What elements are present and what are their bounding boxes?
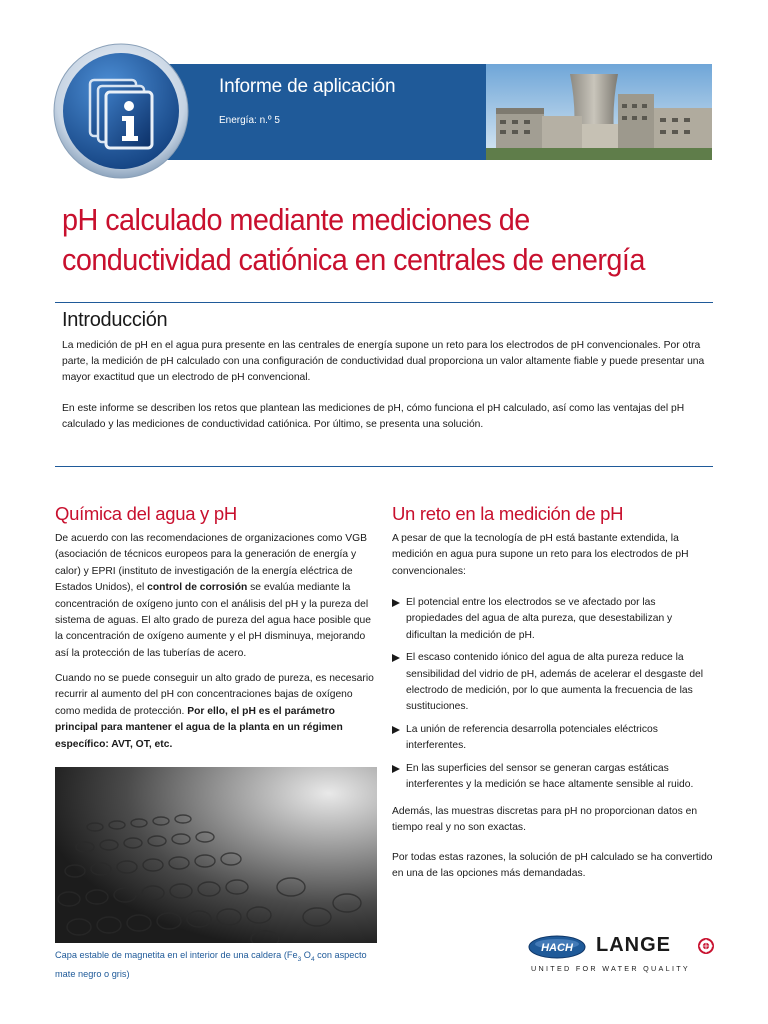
hach-logo [528,935,586,959]
caption-text-b: con aspecto mate negro o gris) [55,950,367,979]
hach-logo-text: HACH [541,942,573,954]
page-title-line-1: pH calculado mediante mediciones de [62,202,530,237]
left-p1-text-b: se evalúa mediante la concentración de oxígeno junto con el análisis del pH y la pureza del sistema de aguas. El alto grado de pureza del agua hace posible que la concentración de oxígeno aumente y el pH disminuya, mejorando así la protección de las tuberías de acero. [55,582,371,659]
right-column-paragraph-after-1: Además, las muestras discretas para pH no proporcionan datos en tiempo real y no son exactas. [392,806,698,834]
right-column-intro: A pesar de que la tecnología de pH está bastante extendida, la medición en agua pura supone un reto para los electrodos de pH convencionales: [392,533,689,577]
triangle-bullet-icon [392,765,400,773]
list-item [392,761,714,794]
header-subtitle: Energía: n.º 5 [219,115,280,126]
right-column-paragraph-after-2: Por todas estas razones, la solución de pH calculado se ha convertido en una de las opciones más demandadas. [392,852,713,880]
lange-target-icon [698,938,714,954]
triangle-bullet-icon [392,599,400,607]
list-item [392,722,714,755]
photo-caption [55,948,377,981]
left-p1-bold: control de corrosión [147,582,248,594]
power-plant-photo [486,64,712,160]
divider-top [55,302,713,303]
left-column-heading: Química del agua y pH [55,503,237,524]
triangle-bullet-icon [392,654,400,662]
list-item-text: La unión de referencia desarrolla potenciales eléctricos interferentes. [406,723,658,752]
left-column-paragraph-2 [55,671,375,753]
right-column-heading: Un reto en la medición de pH [392,503,624,524]
intro-heading: Introducción [62,309,168,331]
page-title [62,200,676,280]
left-p2-bold: Por ello, el pH es el parámetro principal para mantener el agua de la planta en un régimen específico: AVT, OT, etc. [55,705,343,750]
intro-paragraph-2: En este informe se describen los retos que plantean las mediciones de pH, cómo funciona el pH calculado, así como las ventajas del pH calculado y las mediciones de conductividad catiónica. Por último, se presenta una solución. [62,403,685,430]
lange-wordmark: LANGE [596,934,671,956]
list-item [392,595,714,644]
left-column-paragraph-1 [55,531,375,662]
brand-tagline: UNITED FOR WATER QUALITY [531,964,691,973]
challenge-list [392,595,714,799]
divider-middle [55,466,713,467]
caption-text-a: Capa estable de magnetita en el interior de una caldera (Fe [55,950,298,960]
caption-sub-1: 3 [297,955,302,963]
header-title: Informe de aplicación [219,76,396,97]
page-title-line-2: conductividad catiónica en centrales de energía [62,242,645,277]
triangle-bullet-icon [392,726,400,734]
boiler-magnetite-photo [55,767,377,943]
list-item-text: El potencial entre los electrodos se ve afectado por las propiedades del agua de alta pureza, que desestabilizan y dificultan la medición de pH. [406,597,673,641]
info-document-icon [52,42,190,180]
list-item-text: El escaso contenido iónico del agua de alta pureza reduce la sensibilidad del vidrio de pH, además de acelerar el desgaste del electrodo de medición, por lo que aumenta la frecuencia de las sustituciones. [406,652,704,713]
list-item [392,650,714,716]
left-p2-text-a: Cuando no se puede conseguir un alto grado de pureza, es necesario recurrir al aumento del pH con concentraciones bajas de oxígeno como medida de protección. [55,673,374,717]
intro-paragraph-1: La medición de pH en el agua pura presente en las centrales de energía supone un reto para los electrodos de pH convencionales. Por otra parte, la medición de pH calculado con una configuración de conductividad dual proporciona un valor altamente fiable y puede presentar una mayor exactitud que un electrodo de pH convencional. [62,340,705,383]
caption-sub-2: 4 [310,955,315,963]
caption-text-mid: O [301,950,311,960]
left-p1-text-a: De acuerdo con las recomendaciones de organizaciones como VGB (asociación de técnicos europeos para la generación de energía y calor) y EPRI (instituto de investigación de la energía eléctrica de Estados Unidos), el [55,533,367,594]
hach-lange-logo [528,932,718,976]
list-item-text: En las superficies del sensor se generan cargas estáticas interferentes y la medición se hace altamente sensible al ruido. [406,762,694,791]
